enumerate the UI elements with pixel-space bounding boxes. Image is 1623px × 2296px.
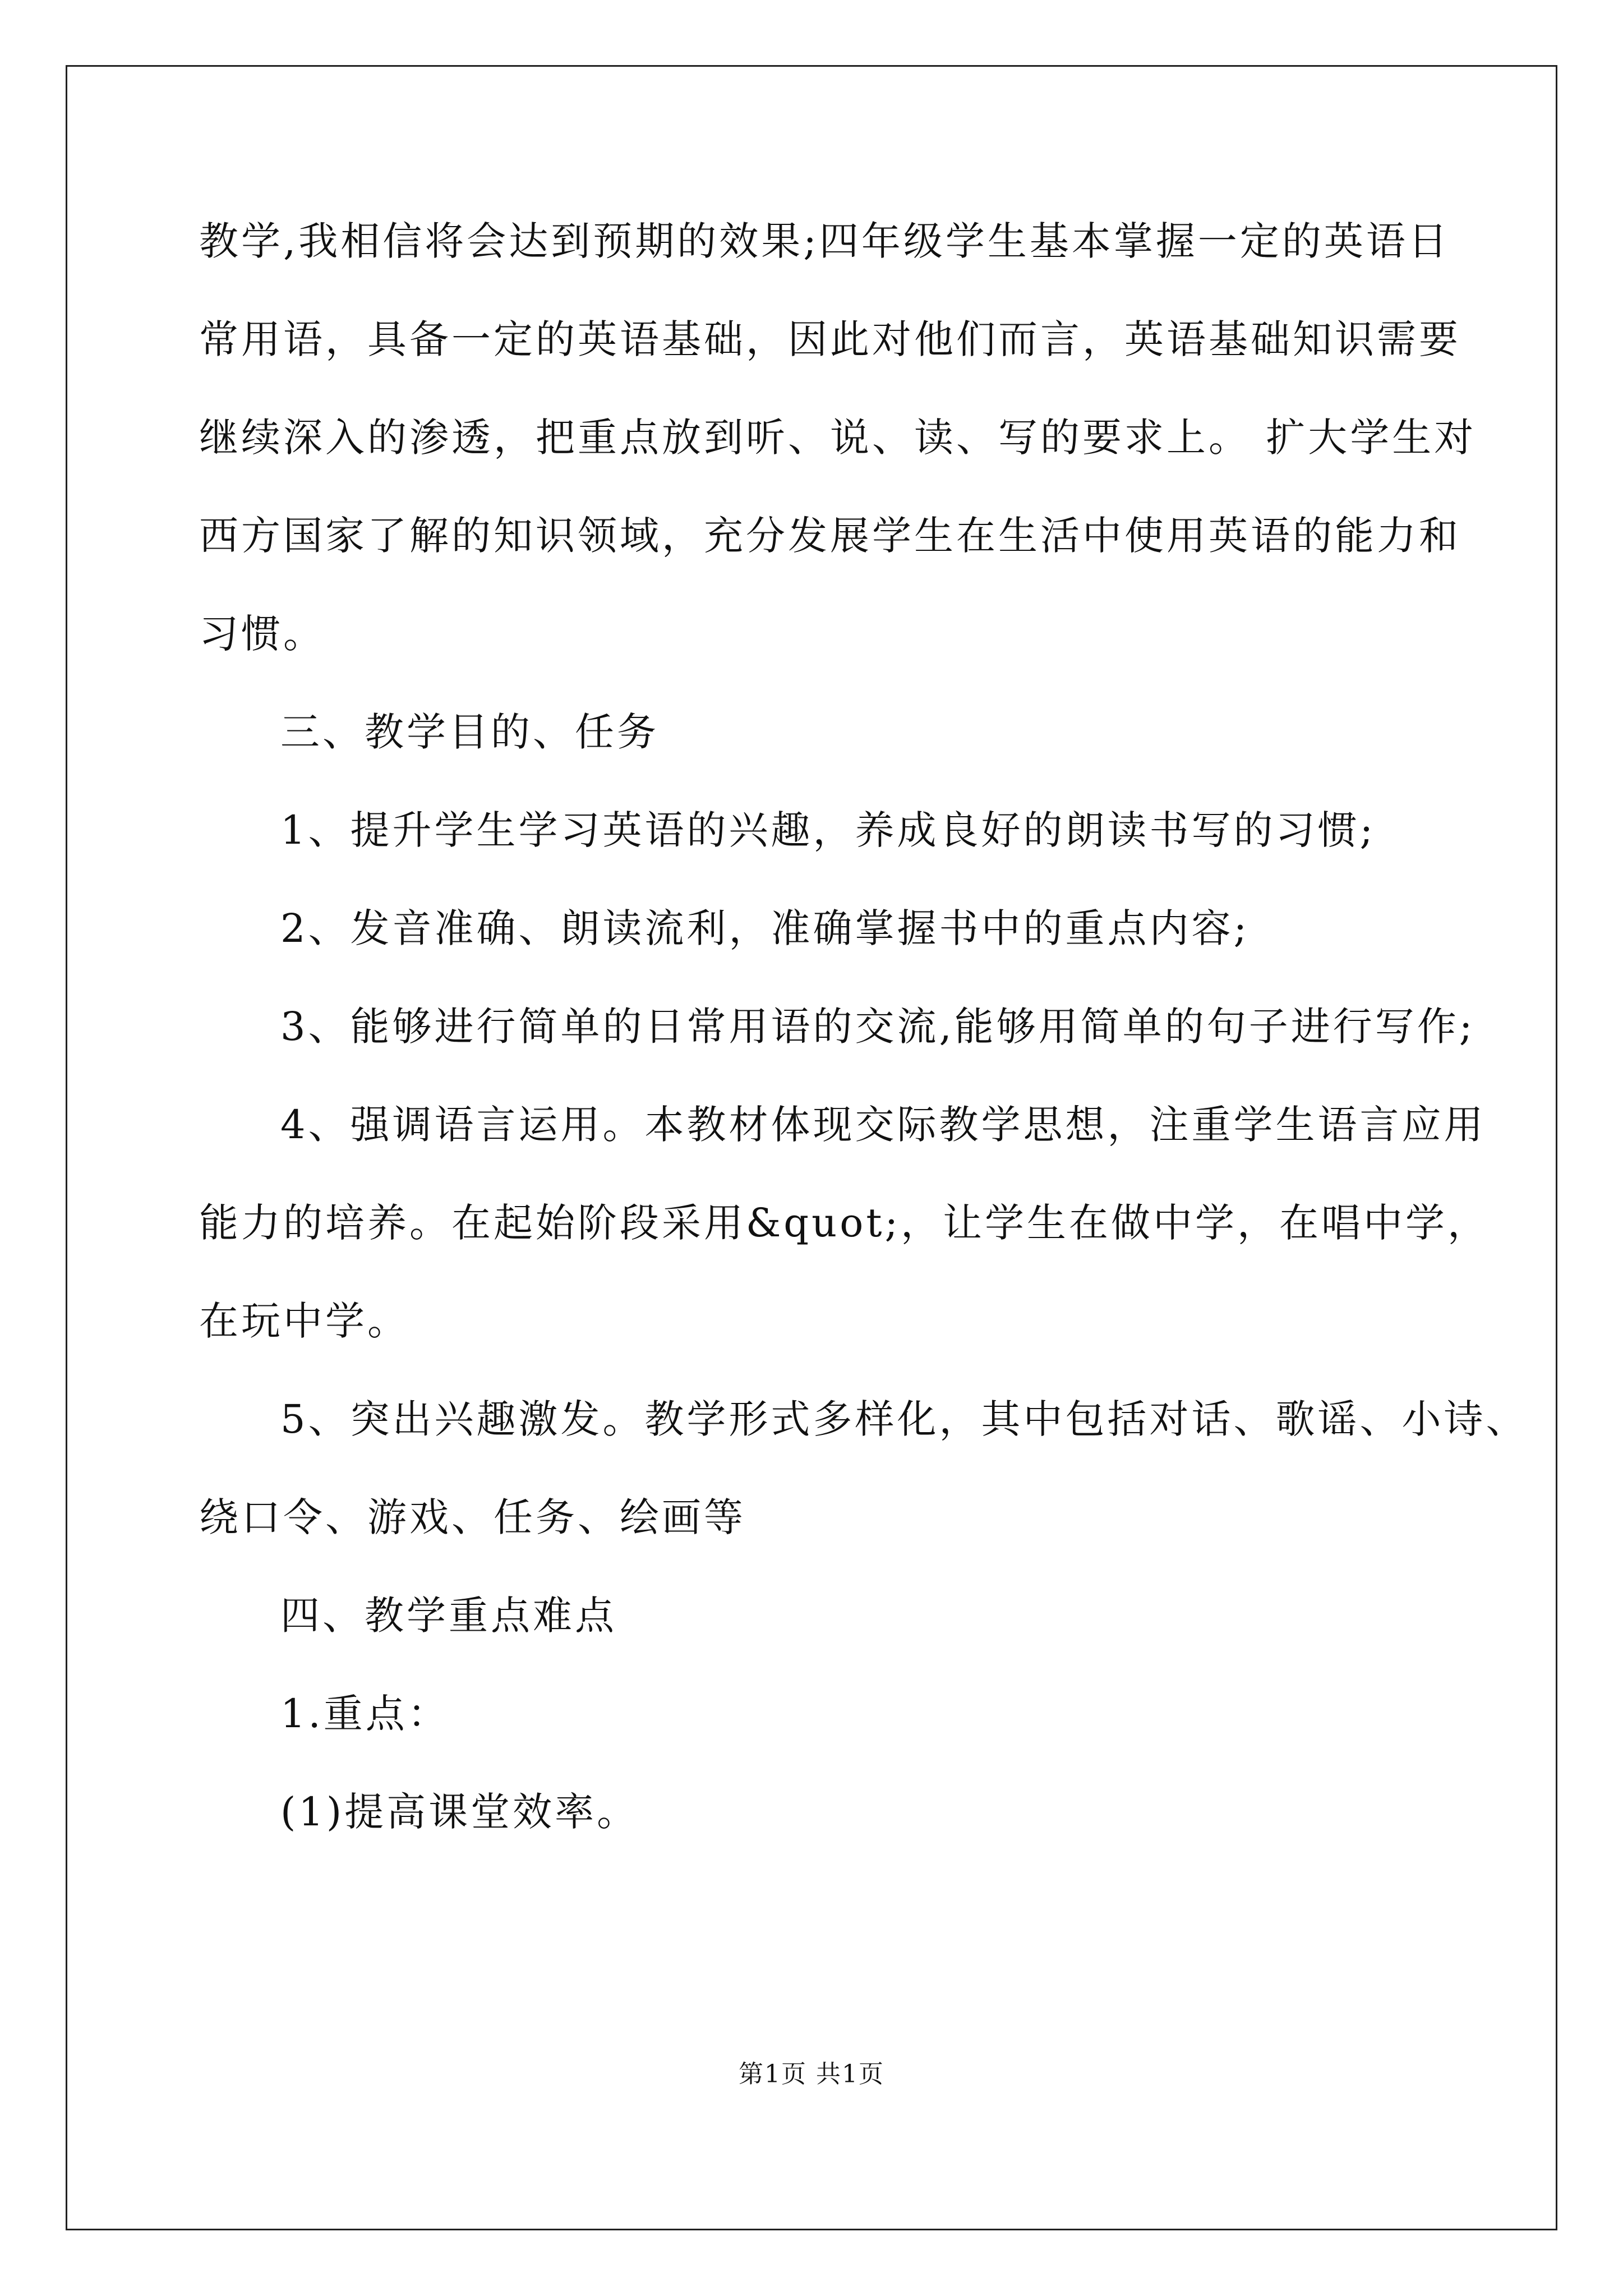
list-item-2: 2、发音准确、朗读流利，准确掌握书中的重点内容; [280,905,1250,951]
list-item-4-cont-1: 能力的培养。在起始阶段采用&quot;，让学生在做中学，在唱中学， [199,1200,1490,1246]
section-heading-4: 四、教学重点难点 [280,1593,617,1639]
list-item-5-cont: 绕口令、游戏、任务、绘画等 [199,1494,746,1540]
subheading-focus: 1.重点： [280,1691,450,1737]
page-number-footer: 第1页 共1页 [739,2060,884,2088]
text-line-3: 继续深入的渗透，把重点放到听、说、读、写的要求上。 扩大学生对 [199,415,1477,461]
list-item-5: 5、突出兴趣激发。教学形式多样化，其中包括对话、歌谣、小诗、 [280,1396,1528,1442]
list-item-3: 3、能够进行简单的日常用语的交流,能够用简单的句子进行写作; [280,1004,1476,1050]
document-body [199,216,1528,1885]
list-item-4-cont-2: 在玩中学。 [199,1298,409,1344]
text-line-4: 西方国家了解的知识领域，充分发展学生在生活中使用英语的能力和 [199,513,1461,559]
focus-item-1: (1)提高课堂效率。 [280,1789,639,1835]
section-heading-3: 三、教学目的、任务 [280,709,659,755]
text-line-5: 习惯。 [199,611,325,657]
list-item-4: 4、强调语言运用。本教材体现交际教学思想，注重学生语言应用 [280,1102,1486,1148]
text-line-1: 教学,我相信将会达到预期的效果;四年级学生基本掌握一定的英语日 [199,218,1450,264]
list-item-1: 1、提升学生学习英语的兴趣，养成良好的朗读书写的习惯; [280,807,1376,853]
text-line-2: 常用语，具备一定的英语基础，因此对他们而言，英语基础知识需要 [199,316,1461,362]
